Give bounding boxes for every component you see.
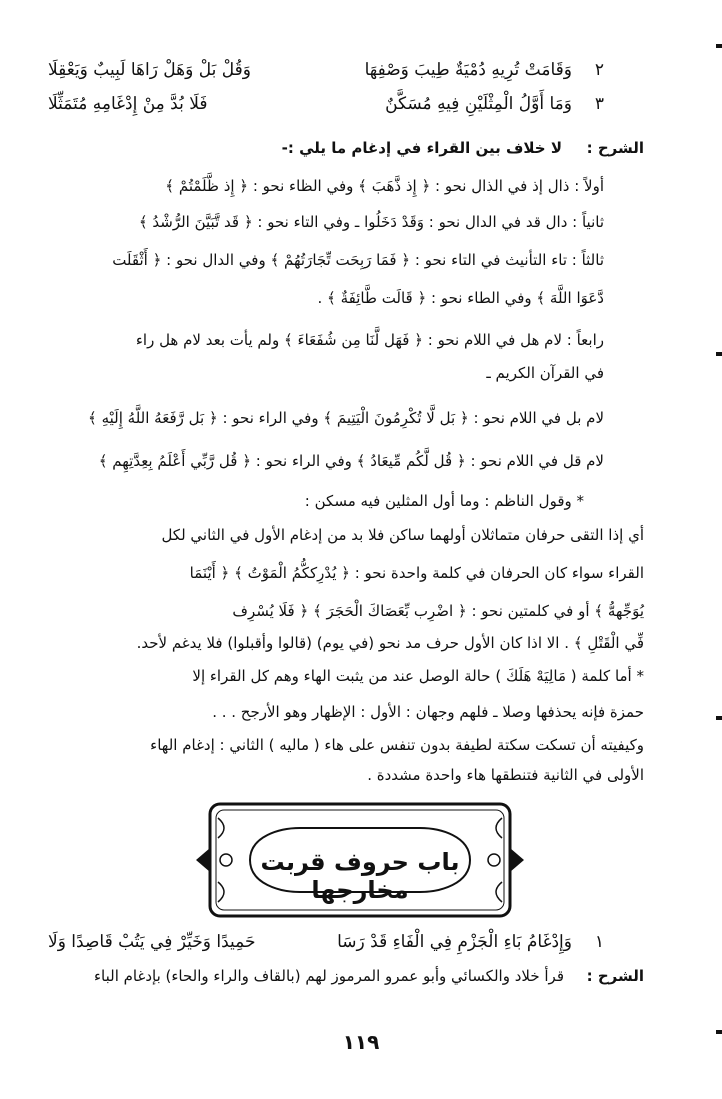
item-fourth: رابعاً : لام هل في اللام نحو : ﴿ فَهَل لَّنَا مِن شُفَعَاءَ ﴾ ولم يأت بعد لام هل راء	[135, 331, 604, 349]
para2-line-2: حمزة فإنه يحذفها وصلا ـ فلهم وجهان : الأول : الإظهار وهو الأرجح . . .	[212, 703, 644, 721]
scan-edge-mark	[716, 1030, 722, 1034]
verse-3-first-hemistich: وَمَا أَوَّلُ الْمِثْلَيْنِ فِيهِ مُسَكَّنٌ	[385, 94, 572, 114]
para1-line-4: فِّي الْقَتْلِ ﴾ . الا اذا كان الأول حرف مد نحو (في يوم) (قالوا وأقبلوا) فلا يدغم لأحد.	[136, 634, 644, 652]
verse-1-second-hemistich: حَمِيدًا وَخَيِّرْ فِي يَتُبْ قَاصِدًا وَلَا	[48, 932, 256, 952]
item-lam-qul: لام قل في اللام نحو : ﴿ قُل لَّكُم مِّيعَادُ ﴾ وفي الراء نحو : ﴿ قُل رَّبِّي أَعْلَمُ بِعِدَّتِهِم ﴾	[98, 452, 604, 470]
item-fourth-cont: في القرآن الكريم ـ	[486, 364, 604, 382]
verse-3-number: ٣	[594, 94, 604, 114]
item-second: ثانياً : دال قد في الدال نحو : وَقَدْ دَخَلُوا ـ وفي التاء نحو : ﴿ قَد تَّبَيَّنَ الرُّشْدُ ﴾	[138, 213, 604, 231]
nazim-quote: * وقول الناظم : وما أول المثلين فيه مسكن :	[304, 492, 584, 510]
item-third-cont: دَّعَوَا اللَّهَ ﴾ وفي الطاء نحو : ﴿ قَالَت طَّائِفَةٌ ﴾ .	[317, 289, 604, 307]
item-third: ثالثاً : تاء التأنيث في التاء نحو : ﴿ فَمَا رَبِحَت تِّجَارَتُهُمْ ﴾ وفي الدال نحو : ﴿ أَثْقَلَت	[112, 251, 604, 269]
scan-edge-mark	[716, 716, 722, 720]
item-lam-bal: لام بل في اللام نحو : ﴿ بَل لَّا تُكْرِمُونَ الْيَتِيمَ ﴾ وفي الراء نحو : ﴿ بَل رَّفَعَهُ اللَّهُ إِلَيْهِ ﴾	[88, 409, 604, 427]
para2-line-1: * أما كلمة ( مَالِيَهْ هَلَكَ ) حالة الوصل عند من يثبت الهاء وهم كل القراء إلا	[192, 667, 644, 685]
para1-line-2: القراء سواء كان الحرفان في كلمة واحدة نحو : ﴿ يُدْرِككُّمُ الْمَوْتُ ﴾ ﴿ أَيْنَمَا	[189, 564, 644, 582]
sharh-bottom-label: الشرح :	[586, 967, 644, 985]
page-number: ١١٩	[342, 1030, 380, 1054]
para2-line-4: الأولى في الثانية فتنطقها هاء واحدة مشددة .	[367, 766, 644, 784]
verse-1-first-hemistich: وَإِدْغَامُ بَاءِ الْجَزْمِ فِي الْفَاءِ قَدْ رَسَا	[337, 932, 572, 952]
para1-line-3: يُوَجِّههُّ ﴾ أو في كلمتين نحو : ﴿ اضْرِب بِّعَصَاكَ الْحَجَرَ ﴾ ﴿ فَلَا يُسْرِف	[232, 602, 644, 620]
sharh-intro: لا خلاف بين القراء في إدغام ما يلي :-	[281, 139, 562, 157]
sharh-bottom-text: قرأ خلاد والكسائي وأبو عمرو المرموز لهم (بالقاف والراء والحاء) بإدغام الباء	[93, 967, 564, 985]
scan-edge-mark	[716, 44, 722, 48]
verse-1-number: ١	[594, 932, 604, 952]
item-first: أولاً : ذال إذ في الذال نحو : ﴿ إِذ ذَّهَبَ ﴾ وفي الظاء نحو : ﴿ إِذ ظَّلَمْتُمْ ﴾	[165, 177, 604, 195]
sharh-label: الشرح :	[586, 139, 644, 157]
scan-edge-mark	[716, 352, 722, 356]
para1-line-1: أي إذا التقى حرفان متماثلان أولهما ساكن فلا بد من إدغام الأول في الثاني لكل	[161, 526, 644, 544]
verse-2-number: ٢	[594, 60, 604, 80]
verse-2-first-hemistich: وَقَامَتْ تُرِيهِ دُمْيَةٌ طِيبَ وَصْفِهَا	[364, 60, 572, 80]
para2-line-3: وكيفيته أن تسكت سكتة لطيفة بدون تنفس على هاء ( ماليه ) الثاني : إدغام الهاء	[150, 736, 644, 754]
verse-3-second-hemistich: فَلَا بُدَّ مِنْ إِدْغَامِهِ مُتَمَثِّلَا	[48, 94, 208, 114]
verse-2-second-hemistich: وَقُلْ بَلْ وَهَلْ رَاهَا لَبِيبٌ وَيَعْقِلَا	[48, 60, 251, 80]
section-title: باب حروف قربت مخارجها	[260, 848, 460, 904]
